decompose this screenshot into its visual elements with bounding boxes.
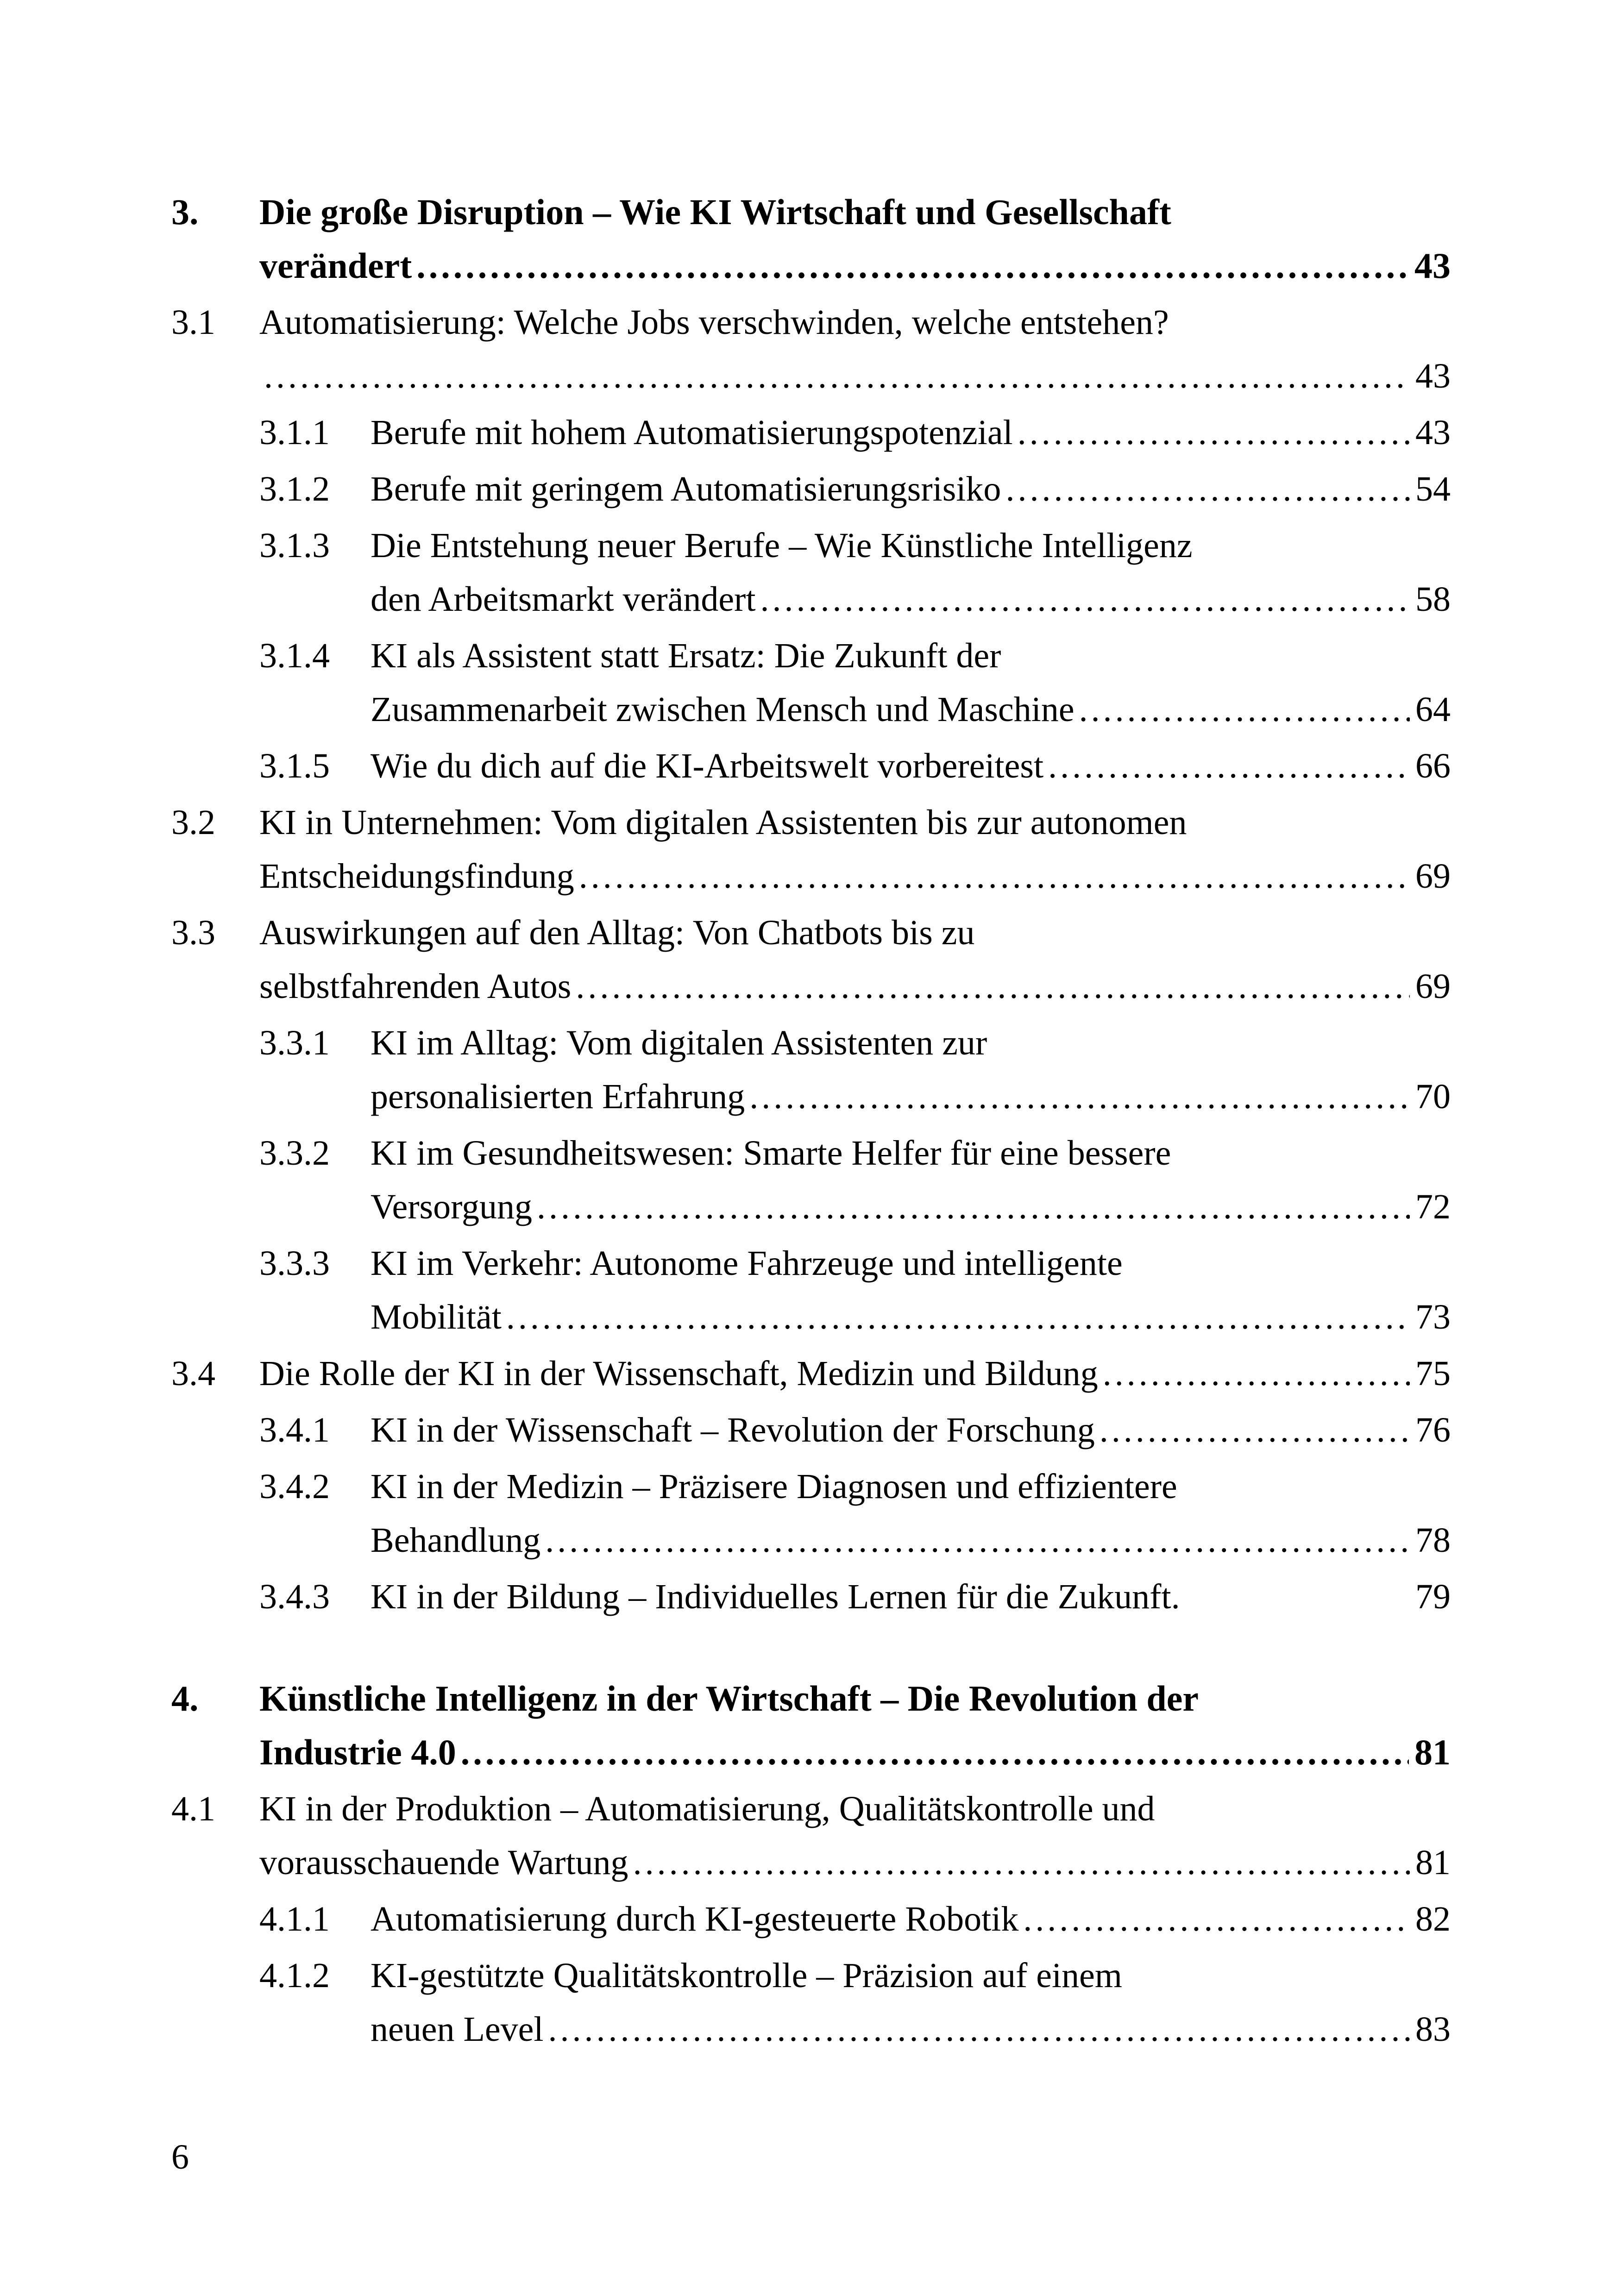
toc-entry-number: 3.3.2 <box>259 1134 330 1173</box>
toc-entry-number: 3.3.1 <box>259 1023 330 1062</box>
toc-entry[interactable] <box>171 462 1451 516</box>
dot-leader <box>1018 406 1410 459</box>
dot-leader <box>548 2002 1410 2056</box>
dot-leader <box>1103 1347 1410 1400</box>
toc-entry-number: 4.1.2 <box>259 1956 330 1995</box>
toc-page-number: 78 <box>1415 1521 1451 1560</box>
toc-page-number: 66 <box>1415 747 1451 785</box>
toc-entry-number: 4. <box>171 1678 199 1719</box>
toc-page-number: 75 <box>1415 1354 1451 1393</box>
toc-entry-body <box>371 629 1451 736</box>
toc-entry[interactable] <box>171 906 1451 1013</box>
toc-entry-number: 3.3 <box>171 913 215 952</box>
toc-entry-number: 3.4.1 <box>259 1411 330 1449</box>
toc-entry[interactable] <box>171 739 1451 793</box>
toc-entry-body <box>371 739 1451 793</box>
toc-page-number: 64 <box>1415 690 1451 729</box>
dot-leader <box>506 1290 1410 1344</box>
toc-entry-body <box>371 1892 1451 1946</box>
toc <box>171 185 1451 2059</box>
dot-leader <box>1048 739 1410 793</box>
toc-entry-text: Mobilität <box>371 1298 502 1336</box>
toc-page-number: 69 <box>1415 857 1451 896</box>
toc-entry-number: 3.4 <box>171 1354 215 1393</box>
toc-entry[interactable] <box>171 1347 1451 1400</box>
toc-entry-text: KI in Unternehmen: Vom digitalen Assistenten bis zur autonomen <box>259 803 1187 842</box>
toc-entry-text: Berufe mit geringem Automatisierungsrisiko <box>371 470 1001 508</box>
toc-page-number: 69 <box>1415 967 1451 1006</box>
toc-entry-text: Künstliche Intelligenz in der Wirtschaft – Die Revolution der <box>259 1678 1199 1719</box>
toc-entry-body <box>371 1126 1451 1234</box>
toc-entry[interactable] <box>171 1782 1451 1889</box>
toc-entry[interactable] <box>171 1570 1451 1624</box>
toc-entry[interactable] <box>171 1126 1451 1234</box>
toc-entry-text: KI-gestützte Qualitätskontrolle – Präzision auf einem <box>371 1956 1122 1995</box>
toc-entry-text: KI im Verkehr: Autonome Fahrzeuge und intelligente <box>371 1244 1123 1283</box>
toc-page-number: 72 <box>1415 1187 1451 1226</box>
footer-page-number: 6 <box>171 2138 189 2177</box>
toc-entry-text: selbstfahrenden Autos <box>259 967 572 1006</box>
toc-entry-body <box>371 1949 1451 2056</box>
dot-leader <box>537 1180 1410 1234</box>
dot-leader <box>545 1513 1410 1567</box>
toc-entry-text: KI in der Wissenschaft – Revolution der Forschung <box>371 1411 1095 1449</box>
toc-entry-text: KI in der Bildung – Individuelles Lernen für die Zukunft. <box>371 1577 1180 1616</box>
toc-page-number: 81 <box>1415 1843 1451 1882</box>
toc-entry-text: KI in der Medizin – Präzisere Diagnosen und effizientere <box>371 1467 1177 1506</box>
dot-leader <box>576 960 1410 1013</box>
toc-entry[interactable] <box>171 796 1451 903</box>
toc-entry-body <box>371 1016 1451 1123</box>
toc-entry-number: 3.3.3 <box>259 1244 330 1283</box>
toc-entry-text: KI im Alltag: Vom digitalen Assistenten zur <box>371 1023 987 1062</box>
toc-page-number: 58 <box>1415 580 1451 619</box>
toc-entry-text: Auswirkungen auf den Alltag: Von Chatbots bis zu <box>259 913 975 952</box>
toc-page-number: 79 <box>1415 1577 1451 1616</box>
dot-leader <box>416 239 1409 293</box>
dot-leader <box>1023 1892 1410 1946</box>
toc-page-number: 70 <box>1415 1077 1451 1116</box>
toc-entry-number: 3.1.2 <box>259 470 330 508</box>
toc-entry-number: 3.1 <box>171 303 215 342</box>
dot-leader <box>264 349 1410 403</box>
dot-leader <box>1100 1403 1410 1457</box>
toc-entry-text: KI in der Produktion – Automatisierung, Qualitätskontrolle und <box>259 1789 1155 1828</box>
toc-entry[interactable] <box>171 629 1451 736</box>
toc-entry-text: Automatisierung durch KI-gesteuerte Robotik <box>371 1900 1019 1938</box>
toc-entry-text: Berufe mit hohem Automatisierungspotenzial <box>371 413 1013 452</box>
toc-entry-text: KI im Gesundheitswesen: Smarte Helfer für eine bessere <box>371 1134 1171 1173</box>
toc-entry-text: Die Entstehung neuer Berufe – Wie Künstliche Intelligenz <box>371 526 1193 565</box>
toc-entry[interactable] <box>171 185 1451 293</box>
toc-entry-number: 3.4.3 <box>259 1577 330 1616</box>
toc-entry[interactable] <box>171 1236 1451 1344</box>
toc-page-number: 73 <box>1415 1298 1451 1336</box>
toc-entry-text: Die große Disruption – Wie KI Wirtschaft und Gesellschaft <box>259 192 1171 232</box>
toc-entry-body <box>371 1236 1451 1344</box>
toc-entry-number: 3.2 <box>171 803 215 842</box>
toc-entry-text: neuen Level <box>371 2010 544 2049</box>
toc-entry-text: Zusammenarbeit zwischen Mensch und Maschine <box>371 690 1074 729</box>
toc-entry[interactable] <box>171 519 1451 626</box>
toc-entry-text: Behandlung <box>371 1521 541 1560</box>
toc-page-number: 54 <box>1415 470 1451 508</box>
toc-entry-body <box>371 462 1451 516</box>
toc-entry[interactable] <box>171 295 1451 403</box>
toc-entry-body <box>259 1672 1451 1779</box>
toc-entry-text: personalisierten Erfahrung <box>371 1077 745 1116</box>
toc-entry[interactable] <box>171 1016 1451 1123</box>
toc-entry-body <box>259 295 1451 403</box>
toc-entry-text: Wie du dich auf die KI-Arbeitswelt vorbereitest <box>371 747 1044 785</box>
toc-entry-body <box>259 796 1451 903</box>
toc-entry[interactable] <box>171 1672 1451 1779</box>
toc-entry-number: 3.1.4 <box>259 636 330 675</box>
toc-page-number: 76 <box>1415 1411 1451 1449</box>
toc-entry-text: vorausschauende Wartung <box>259 1843 628 1882</box>
toc-entry[interactable] <box>171 1460 1451 1567</box>
toc-entry-body <box>371 1403 1451 1457</box>
toc-entry-body <box>371 406 1451 459</box>
toc-entry-text: den Arbeitsmarkt verändert <box>371 580 756 619</box>
toc-page-number: 81 <box>1414 1732 1451 1772</box>
toc-entry[interactable] <box>171 406 1451 459</box>
dot-leader <box>461 1725 1409 1779</box>
toc-entry-number: 3.1.1 <box>259 413 330 452</box>
toc-entry-body <box>259 906 1451 1013</box>
toc-entry-number: 4.1 <box>171 1789 215 1828</box>
dot-leader <box>749 1070 1410 1123</box>
toc-entry[interactable] <box>171 1403 1451 1457</box>
toc-entry-text: Versorgung <box>371 1187 533 1226</box>
dot-leader <box>579 849 1410 903</box>
toc-entry-body <box>259 185 1451 293</box>
toc-entry-number: 4.1.1 <box>259 1900 330 1938</box>
dot-leader <box>760 572 1410 626</box>
toc-entry[interactable] <box>171 1892 1451 1946</box>
dot-leader <box>1079 683 1410 736</box>
toc-entry-number: 3. <box>171 192 199 232</box>
toc-page-number: 43 <box>1415 413 1451 452</box>
toc-entry-body <box>259 1782 1451 1889</box>
toc-page-number: 43 <box>1415 357 1451 395</box>
toc-entry-body <box>371 1460 1451 1567</box>
toc-entry-body <box>371 1570 1451 1624</box>
toc-entry-text: Die Rolle der KI in der Wissenschaft, Medizin und Bildung <box>259 1354 1098 1393</box>
dot-leader <box>633 1836 1410 1889</box>
toc-entry-text: Entscheidungsfindung <box>259 857 574 896</box>
toc-entry-text: Industrie 4.0 <box>259 1732 456 1772</box>
toc-page-number: 83 <box>1415 2010 1451 2049</box>
toc-entry-text: verändert <box>259 245 412 286</box>
toc-page-number: 43 <box>1414 245 1451 286</box>
toc-entry-number: 3.1.3 <box>259 526 330 565</box>
dot-leader <box>1005 462 1410 516</box>
toc-entry-text: Automatisierung: Welche Jobs verschwinden, welche entstehen? <box>259 303 1169 342</box>
toc-entry-body <box>259 1347 1451 1400</box>
toc-entry-number: 3.1.5 <box>259 747 330 785</box>
toc-page-number: 82 <box>1415 1900 1451 1938</box>
toc-entry-number: 3.4.2 <box>259 1467 330 1506</box>
toc-entry-body <box>371 519 1451 626</box>
toc-entry-text: KI als Assistent statt Ersatz: Die Zukunft der <box>371 636 1001 675</box>
toc-entry[interactable] <box>171 1949 1451 2056</box>
